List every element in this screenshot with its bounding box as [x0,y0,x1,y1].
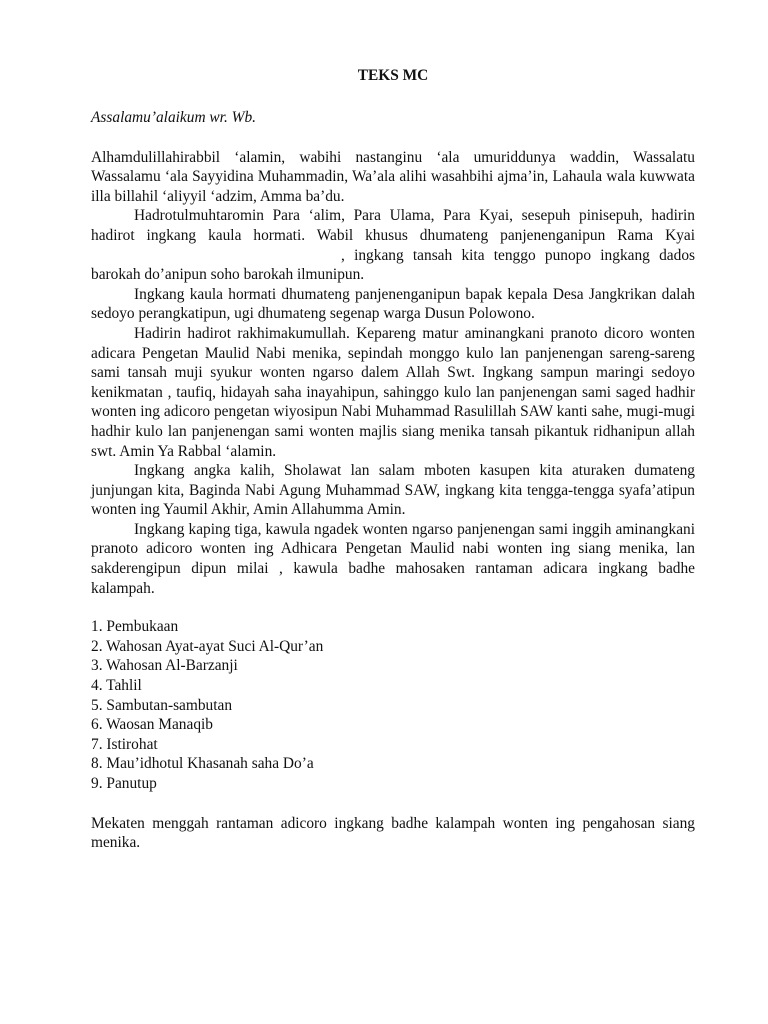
agenda-list [91,617,695,793]
document-title: TEKS MC [357,67,429,84]
opening-paragraph: Alhamdulillahirabbil ‘alamin, wabihi nastanginu ‘ala umuriddunya waddin, Wassalatu Wassalamu ‘ala Sayyidina Muhammadin, Wa’ala alihi wasahbihi ajma’in, Lahaula wala kuwwata illa billahil ‘aliyyil ‘adzim, Amma ba’du. [91,148,695,205]
document-page [91,66,695,853]
agenda-item: 8. Mau’idhotul Khasanah saha Do’a [91,755,314,773]
paragraph-honorifics-part2: , ingkang tansah kita tenggo punopo ingkang dados barokah do’anipun soho barokah ilmunipun. [91,246,695,284]
agenda-item: 5. Sambutan-sambutan [91,696,233,714]
paragraph-honorifics-part1: Hadrotulmuhtaromin Para ‘alim, Para Ulama, Para Kyai, sesepuh pinisepuh, hadirin hadirot ingkang kaula hormati. Wabil khusus dhumateng panjenenganipun Rama Kyai [91,207,695,244]
agenda-item: 6. Waosan Manaqib [91,716,214,734]
agenda-item: 4. Tahlil [91,677,142,695]
paragraph-village-head: Ingkang kaula hormati dhumateng panjenenganipun bapak kepala Desa Jangkrikan dalah sedoyo perangkatipun, ugi dhumateng segenap warga Dusun Polowono. [91,285,695,323]
agenda-item: 7. Istirohat [91,735,158,753]
paragraph-agenda-intro: Ingkang kaping tiga, kawula ngadek wonten ngarso panjenengan sami inggih aminangkani pranoto adicoro wonten ing Adhicara Pengetan Maulid nabi wonten ing siang menika, lan sakderengipun dipun milai , kawula badhe mahosaken rantaman adicara ingkang badhe kalampah. [91,520,695,597]
agenda-item: 2. Wahosan Ayat-ayat Suci Al-Qur’an [91,637,324,655]
agenda-item: 3. Wahosan Al-Barzanji [91,657,238,675]
paragraph-honorifics [91,206,695,284]
agenda-item: 9. Panutup [91,775,157,792]
greeting-line: Assalamu’alaikum wr. Wb. [91,109,257,126]
paragraph-sholawat: Ingkang angka kalih, Sholawat lan salam mboten kasupen kita aturaken dumateng junjungan kita, Baginda Nabi Agung Muhammad SAW, ingkang kita tengga-tengga syafa’atipun wonten ing Yaumil Akhir, Amin Allahumma Amin. [91,462,695,519]
closing-paragraph: Mekaten menggah rantaman adicoro ingkang badhe kalampah wonten ing pengahosan siang menika. [91,814,695,852]
agenda-item: 1. Pembukaan [91,618,179,636]
paragraph-gratitude: Hadirin hadirot rakhimakumullah. Kepareng matur aminangkani pranoto dicoro wonten adicara Pengetan Maulid Nabi menika, sepindah monggo kulo lan panjenengan sareng-sareng sami tansah muji syukur wonten ngarso dalem Allah Swt. Ingkang sampun maringi sedoyo kenikmatan , taufiq, hidayah saha inayahipun, sahinggo kulo lan panjenengan sami saged hadhir wonten ing adicoro pengetan wiyosipun Nabi Muhammad Rasulillah SAW kanti sahe, mugi-mugi hadhir kulo lan panjenengan sami wonten majlis siang menika tansah pikantuk ridhanipun allah swt. Amin Ya Rabbal ‘alamin. [91,324,695,460]
